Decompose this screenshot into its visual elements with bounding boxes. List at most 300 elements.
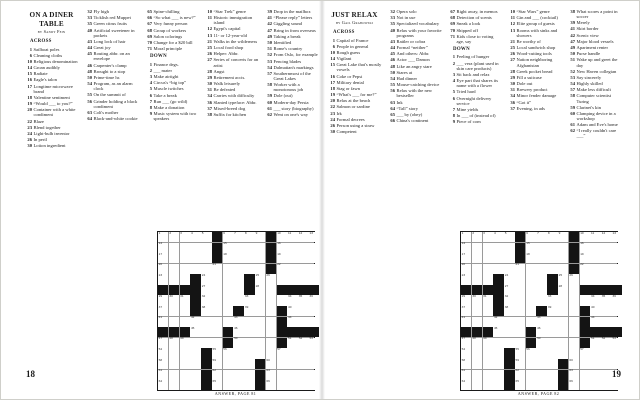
grid-square: [298, 264, 308, 274]
grid-square: [298, 370, 308, 380]
grid-black-square: [580, 317, 590, 327]
grid-square-number: 65: [212, 378, 216, 383]
grid-square: [223, 264, 233, 274]
grid-square-number: 45: [190, 325, 195, 330]
clue-text: Coke or Pepsi: [336, 73, 363, 79]
clue-number: 68: [450, 15, 455, 21]
grid-square-number: 13: [612, 230, 616, 235]
clue-text: Worker with a monotonous job: [273, 82, 304, 93]
clue: [204, 51, 259, 56]
grid-square: [309, 232, 319, 242]
clue-number: 43: [87, 38, 92, 44]
clue-number: 64: [390, 105, 395, 111]
clue: [204, 75, 259, 80]
clue-text: Feeling of hunger: [456, 54, 490, 60]
clue: [84, 116, 139, 121]
clue-text: Grinder holding a black condiment: [93, 98, 138, 109]
grid-square: [612, 348, 622, 358]
clue: [84, 28, 139, 38]
grid-square: [309, 264, 319, 274]
clue: [264, 52, 319, 57]
clue-text: Be worthy of: [516, 38, 541, 44]
grid-square-number: 13: [309, 230, 313, 235]
grid-square: [547, 243, 557, 253]
grid-square: [493, 253, 503, 263]
grid-square: [201, 306, 211, 316]
clue: [24, 125, 79, 130]
puzzle-title: JUST RELAX: [331, 11, 378, 19]
clue-number: 43: [390, 38, 395, 44]
clue-number: 31: [510, 87, 515, 93]
grid-black-square: [277, 306, 287, 316]
clue: [387, 15, 442, 20]
clue-number: 9: [149, 111, 152, 117]
grid-square: [569, 338, 579, 348]
clue-number: 15: [27, 71, 32, 77]
clue-text: Identified: [273, 39, 292, 45]
grid-square: [483, 317, 493, 327]
clue: [24, 47, 79, 52]
grid-square-number: 3: [483, 230, 485, 235]
clue: [24, 65, 79, 70]
clue-number: 28: [510, 68, 515, 74]
grid-square: [472, 243, 482, 253]
grid-square-number: 34: [590, 294, 595, 299]
grid-square-number: 32: [201, 294, 206, 299]
clue: [567, 33, 622, 38]
grid-square: [223, 317, 233, 327]
clue: [567, 93, 622, 103]
clue-number: 45: [87, 51, 92, 57]
clue-text: Specialized vocabulary: [396, 21, 440, 27]
clue-text: 11- or 12-year-old: [213, 32, 247, 38]
grid-square: [298, 232, 308, 242]
clue-text: Prime-time hr.: [93, 74, 121, 80]
grid-square: [601, 359, 611, 369]
clue-number: 24: [27, 130, 32, 136]
grid-square-number: 37: [461, 304, 466, 309]
right-page: [327, 9, 623, 396]
clue: [327, 38, 382, 43]
grid-square: [526, 306, 536, 316]
clue-text: Eye part that shares its name with a flower: [456, 78, 499, 89]
right-crossword-grid-area: [460, 231, 617, 391]
clue: [144, 40, 199, 45]
clue-text: Angst: [213, 68, 225, 74]
clue: [84, 75, 139, 80]
grid-square: [233, 295, 243, 305]
grid-square: [169, 359, 179, 369]
grid-square-number: 26: [569, 273, 573, 278]
grid-square-number: 63: [569, 368, 573, 373]
clue: [327, 111, 382, 116]
grid-square: [601, 264, 611, 274]
clue: [507, 9, 562, 14]
grid-square-number: 40: [590, 304, 595, 309]
grid-square: [526, 274, 536, 284]
grid-square: [158, 380, 168, 390]
clue-text: Program, as an alarm clock: [93, 81, 133, 92]
grid-square-number: 14: [158, 241, 163, 246]
clue-text: Person using a straw: [336, 123, 375, 129]
clue-text: Carpenter's clamp: [93, 62, 127, 68]
grid-black-square: [504, 359, 514, 369]
grid-square: [298, 359, 308, 369]
grid-square: [515, 295, 525, 305]
grid-square-number: 17: [461, 251, 466, 256]
clue-text: In ___ of (instead of): [456, 113, 496, 119]
grid-square-number: 61: [158, 368, 163, 373]
clue: [447, 21, 502, 26]
grid-square-number: 20: [461, 262, 466, 267]
clue-text: Dole out: [516, 81, 533, 87]
grid-square: [287, 317, 297, 327]
grid-square-number: 30: [169, 294, 173, 299]
grid-square: [580, 380, 590, 390]
clue-text: Formal “neither”: [396, 45, 428, 51]
grid-square: [590, 338, 600, 348]
grid-square: [483, 338, 493, 348]
clue-number: 7: [452, 106, 455, 112]
grid-square-number: 33: [547, 294, 552, 299]
grid-square: [547, 380, 557, 390]
grid-square: [612, 243, 622, 253]
clue-text: Brought to a stop: [93, 68, 126, 74]
grid-square-number: 49: [483, 336, 487, 341]
clue-text: Finance degs.: [153, 61, 179, 67]
grid-square-number: 5: [201, 230, 204, 235]
clue-number: 33: [390, 15, 395, 21]
grid-square-number: 8: [547, 230, 550, 235]
grid-square: [244, 253, 254, 263]
grid-square: [190, 243, 200, 253]
grid-square-number: 28: [558, 283, 563, 288]
clue-text: Fencing blades: [273, 58, 302, 64]
grid-square: [309, 338, 319, 348]
grid-square-number: 36: [612, 294, 616, 299]
clue: [507, 81, 562, 86]
clue-text: Opera solo: [396, 9, 417, 14]
grid-square-number: 28: [255, 283, 260, 288]
grid-square: [472, 232, 482, 242]
grid-square-number: 9: [255, 230, 258, 235]
grid-square: [536, 359, 546, 369]
clue-text: Modern-day Persia: [273, 99, 309, 105]
clue: [24, 101, 79, 106]
grid-square: [244, 370, 254, 380]
grid-square-number: 51: [590, 336, 595, 341]
grid-square: [233, 274, 243, 284]
grid-square-number: 44: [287, 315, 292, 320]
grid-square-number: 8: [244, 230, 247, 235]
clue-number: 1: [29, 46, 32, 52]
clue-number: 9: [452, 119, 455, 125]
grid-square: [612, 306, 622, 316]
clue: [327, 117, 382, 122]
grid-square: [309, 317, 319, 327]
clue-text: Greek pocket bread: [516, 68, 553, 74]
clue-number: 11: [207, 15, 212, 21]
grid-square: [233, 370, 243, 380]
grid-square-number: 23: [461, 273, 466, 278]
grid-square-number: 3: [180, 230, 182, 235]
grid-square-number: 6: [526, 230, 529, 235]
clue-number: 10: [207, 9, 212, 14]
clue-text: Piece of corn: [456, 119, 481, 125]
grid-black-square: [580, 285, 590, 295]
grid-square: [309, 306, 319, 316]
grid-square: [201, 243, 211, 253]
grid-square: [558, 274, 568, 284]
grid-square: [169, 380, 179, 390]
down-header: DOWN: [453, 46, 470, 52]
clue-text: Major blood vessels: [576, 38, 614, 44]
grid-square-number: 33: [244, 294, 249, 299]
grid-square-number: 60: [266, 357, 270, 362]
clue-number: 48: [390, 63, 395, 69]
grid-square-number: 56: [526, 347, 530, 352]
clue: [447, 28, 502, 33]
grid-square: [612, 264, 622, 274]
grid-square: [158, 317, 168, 327]
clue-number: 16: [27, 77, 32, 83]
grid-square-number: 29: [158, 294, 163, 299]
clue: [204, 93, 259, 98]
clue-number: 60: [267, 99, 272, 105]
clue-text: Highly skilled: [576, 81, 603, 87]
clue-number: 53: [570, 74, 575, 80]
clue-text: Eagle's talon: [33, 77, 57, 83]
grid-square-number: 47: [158, 336, 163, 341]
grid-square: [223, 295, 233, 305]
grid-black-square: [547, 274, 557, 284]
clue-number: 30: [207, 81, 212, 87]
grid-black-square: [190, 285, 200, 295]
grid-square: [569, 380, 579, 390]
grid-square-number: 64: [461, 378, 466, 383]
grid-square-number: 60: [569, 357, 573, 362]
grid-square-number: 36: [309, 294, 313, 299]
clue: [204, 69, 259, 74]
grid-square: [287, 348, 297, 358]
grid-square: [233, 232, 243, 242]
clue: [144, 80, 199, 85]
grid-square-number: 43: [537, 315, 541, 320]
clue: [144, 74, 199, 79]
clue-text: Clamping device in a workshop: [576, 110, 616, 121]
clue-number: 69: [450, 21, 455, 27]
clue-number: 1: [452, 54, 455, 60]
down-header: DOWN: [150, 54, 167, 60]
grid-square: [169, 253, 179, 263]
grid-square-number: 56: [223, 347, 227, 352]
clue: [447, 61, 502, 71]
clue: [387, 57, 442, 62]
clue-number: 37: [510, 105, 515, 111]
clue: [507, 45, 562, 50]
grid-square: [526, 295, 536, 305]
clue-number: 12: [510, 21, 515, 27]
grid-square: [569, 285, 579, 295]
clue-column: [447, 9, 502, 125]
clue-text: Slanted typeface: Abbr.: [213, 99, 257, 105]
grid-square: [266, 295, 276, 305]
clue-number: 10: [330, 49, 335, 55]
grid-square: [547, 338, 557, 348]
grid-square: [504, 306, 514, 316]
clue-number: 58: [267, 82, 272, 88]
clue-column: [24, 9, 79, 150]
clue: [327, 104, 382, 109]
clue-text: “So what ___ is new?”: [153, 15, 196, 21]
clue: [387, 45, 442, 50]
clue-text: Stares at: [396, 69, 413, 75]
clue: [204, 57, 259, 67]
grid-square-number: 14: [461, 241, 466, 246]
grid-square: [287, 359, 297, 369]
grid-square-number: 43: [234, 315, 238, 320]
grid-square-number: 27: [201, 283, 206, 288]
grid-square-number: 66: [266, 378, 270, 383]
clue-number: 1: [149, 61, 152, 67]
grid-square-number: 17: [158, 251, 163, 256]
clue-text: Drop in the mailbox: [273, 9, 311, 14]
grid-square: [298, 348, 308, 358]
clue-number: 30: [27, 143, 32, 149]
grid-square: [558, 338, 568, 348]
grid-square-number: 55: [212, 347, 216, 352]
grid-square: [266, 306, 276, 316]
clue: [264, 15, 319, 20]
grid-black-square: [201, 370, 211, 380]
grid-square: [277, 380, 287, 390]
grid-square: [233, 285, 243, 295]
grid-square-number: 15: [223, 241, 227, 246]
clue-text: Moral principle: [153, 46, 183, 52]
grid-square: [536, 274, 546, 284]
clue-number: 27: [510, 57, 515, 63]
clue-text: Detection of scents: [456, 15, 492, 21]
grid-square: [601, 370, 611, 380]
clue-number: 40: [87, 27, 92, 33]
clue: [567, 128, 622, 138]
clue-text: Elite group of guests: [516, 21, 555, 27]
grid-square-number: 4: [190, 230, 193, 235]
clue: [204, 9, 259, 14]
grid-black-square: [569, 232, 579, 242]
grid-square: [601, 348, 611, 358]
answer-note: ANSWER, PAGE 82: [517, 391, 560, 396]
clue-text: Salmon or sardine: [336, 104, 370, 110]
grid-square: [255, 317, 265, 327]
grid-square: [590, 264, 600, 274]
clue: [327, 50, 382, 55]
clue-number: 10: [27, 58, 32, 64]
grid-square-number: 35: [298, 294, 303, 299]
grid-square: [526, 264, 536, 274]
clue-text: Right away, in memos: [456, 9, 498, 14]
clue: [387, 118, 442, 123]
grid-square: [536, 370, 546, 380]
clue: [204, 26, 259, 31]
clue-number: 6: [452, 95, 455, 101]
grid-square-number: 22: [580, 262, 584, 267]
grid-square: [590, 243, 600, 253]
clue-number: 2: [149, 67, 152, 73]
grid-square: [180, 243, 190, 253]
grid-square: [590, 359, 600, 369]
grid-black-square: [504, 348, 514, 358]
clue-number: 10: [510, 9, 515, 14]
clue-text: Had dinner: [396, 75, 418, 81]
clue-column: [144, 9, 199, 123]
grid-square: [244, 232, 254, 242]
grid-square: [504, 232, 514, 242]
clue-number: 66: [147, 15, 152, 21]
grid-square: [526, 370, 536, 380]
grid-black-square: [201, 359, 211, 369]
grid-square: [201, 327, 211, 337]
clue: [567, 9, 622, 19]
left-page-clue-columns: [24, 9, 320, 150]
grid-square: [601, 243, 611, 253]
clue-text: Sneak a look: [456, 21, 481, 27]
clue: [327, 86, 382, 91]
clue-number: 71: [450, 33, 455, 39]
clue: [204, 81, 259, 86]
grid-square-number: 66: [569, 378, 573, 383]
grid-square-number: 46: [537, 325, 541, 330]
clue-number: 4: [452, 78, 455, 84]
grid-square: [169, 264, 179, 274]
clue-text: New Haven collegian: [576, 68, 617, 74]
clue: [447, 107, 502, 112]
clue: [204, 87, 259, 92]
grid-square: [212, 285, 222, 295]
grid-square: [190, 253, 200, 263]
clue-text: Wood-cutting tools: [516, 51, 552, 57]
clue-number: 47: [570, 38, 575, 44]
grid-black-square: [277, 317, 287, 327]
clue: [447, 113, 502, 118]
clue-text: Series of concerts for an artist: [213, 57, 259, 68]
clue-text: Irk: [336, 110, 342, 116]
clue: [567, 87, 622, 92]
grid-square: [287, 380, 297, 390]
clue: [327, 56, 382, 61]
grid-square: [233, 264, 243, 274]
clue: [567, 105, 622, 110]
clue: [567, 20, 622, 25]
grid-square-number: 54: [158, 347, 163, 352]
grid-square: [255, 243, 265, 253]
grid-square-number: 49: [180, 336, 184, 341]
clue: [24, 119, 79, 124]
grid-black-square: [212, 243, 222, 253]
clue-text: Music system with two speakers: [153, 111, 197, 122]
clue: [24, 95, 79, 100]
clue-number: 68: [147, 27, 152, 33]
clue-text: Local sandwich shop: [516, 45, 556, 51]
grid-square-number: 48: [169, 336, 173, 341]
clue-text: Make a donation: [153, 105, 185, 111]
grid-square-number: 38: [201, 304, 206, 309]
grid-square-number: 39: [244, 304, 249, 309]
grid-square: [612, 359, 622, 369]
grid-square: [244, 338, 254, 348]
grid-square-number: 11: [590, 230, 595, 235]
grid-square-number: 51: [287, 336, 292, 341]
